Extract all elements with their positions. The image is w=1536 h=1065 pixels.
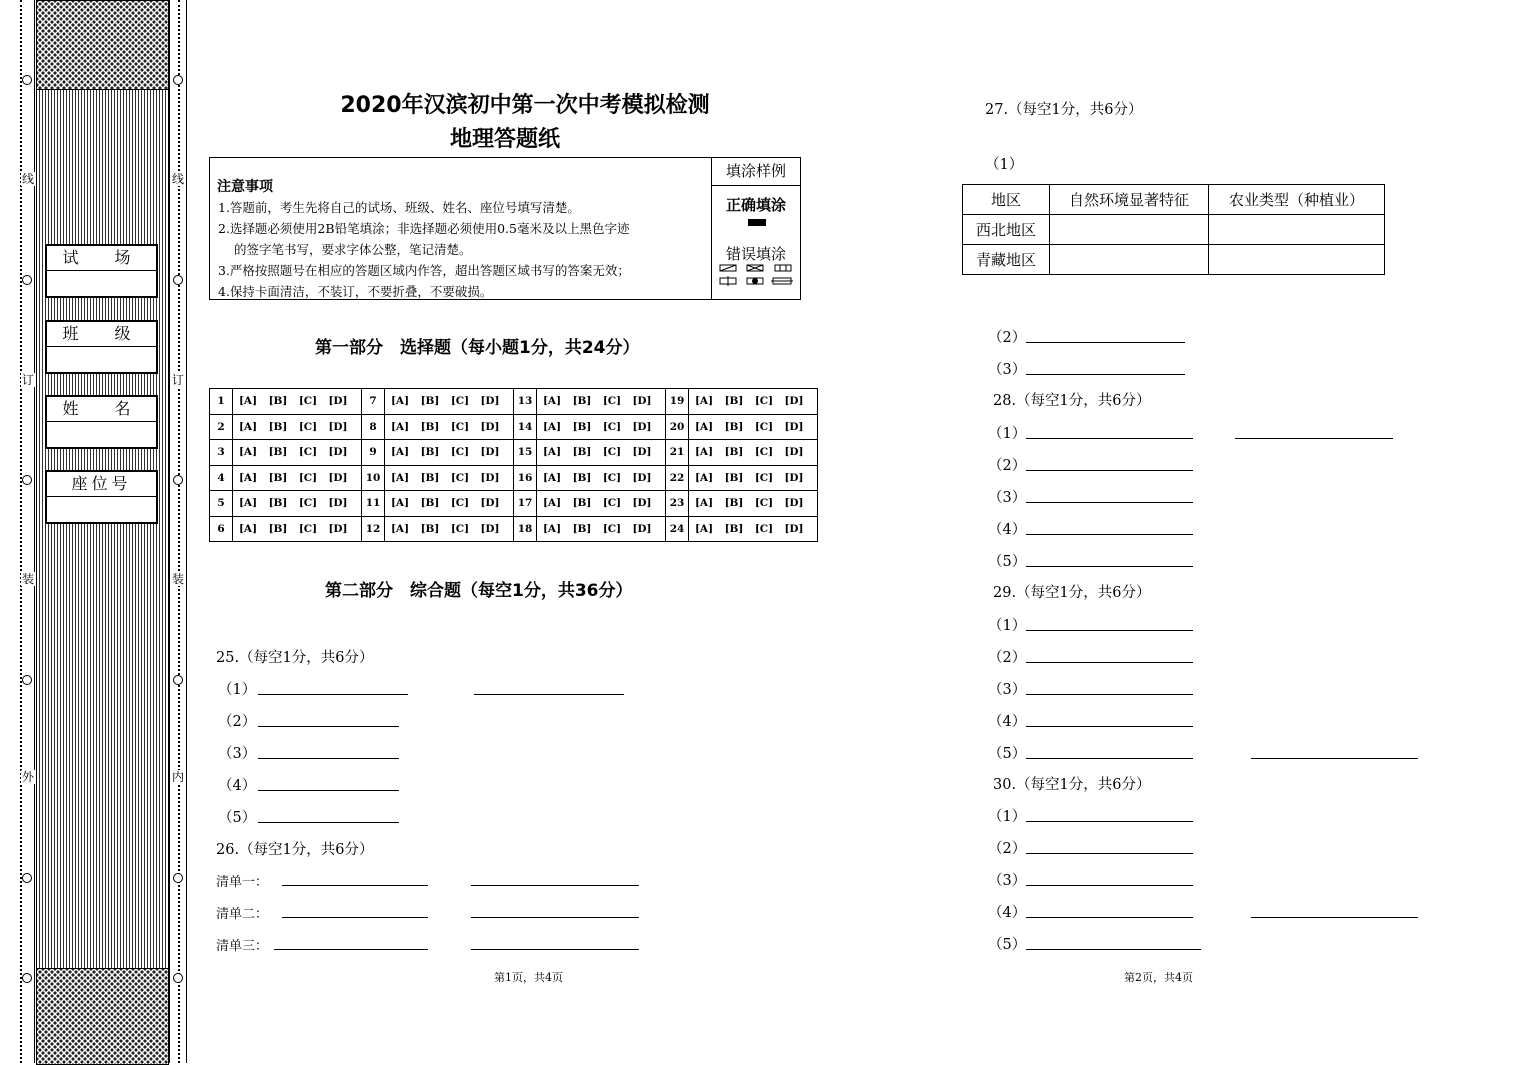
instructions-heading: 注意事项 bbox=[217, 179, 273, 195]
answer-blank[interactable] bbox=[1026, 758, 1193, 759]
choice-bubble[interactable]: [B] bbox=[268, 395, 288, 408]
choice-options bbox=[689, 440, 818, 466]
choice-options bbox=[385, 414, 514, 440]
choice-bubble[interactable]: [C] bbox=[298, 446, 318, 459]
choice-bubble[interactable]: [B] bbox=[420, 446, 440, 459]
choice-options bbox=[689, 465, 818, 491]
binding-hole bbox=[22, 75, 32, 85]
choice-bubble[interactable]: [D] bbox=[632, 497, 652, 510]
choice-bubble[interactable]: [A] bbox=[542, 420, 562, 433]
answer-blank[interactable] bbox=[471, 885, 639, 886]
field-label: 座位号 bbox=[47, 472, 156, 497]
question-number: 16 bbox=[514, 465, 537, 491]
choice-bubble[interactable]: [D] bbox=[784, 497, 804, 510]
binding-hole bbox=[173, 973, 183, 983]
table-row-label: 西北地区 bbox=[963, 215, 1050, 245]
fill-sample-title: 填涂样例 bbox=[712, 158, 800, 186]
question-number: 24 bbox=[666, 516, 689, 542]
question-number: 12 bbox=[362, 516, 385, 542]
choice-options bbox=[233, 491, 362, 517]
choice-bubble[interactable]: [B] bbox=[724, 471, 744, 484]
choice-bubble[interactable]: [D] bbox=[328, 446, 348, 459]
question-number: 9 bbox=[362, 440, 385, 466]
choice-bubble[interactable]: [B] bbox=[724, 395, 744, 408]
choice-bubble[interactable]: [B] bbox=[420, 497, 440, 510]
strip-border bbox=[169, 0, 170, 1063]
table-answer-cell[interactable] bbox=[1209, 215, 1385, 245]
table-header: 自然环境显著特征 bbox=[1050, 185, 1209, 215]
table-header: 农业类型（种植业） bbox=[1209, 185, 1385, 215]
choice-bubble[interactable]: [C] bbox=[450, 471, 470, 484]
choice-bubble[interactable]: [D] bbox=[632, 395, 652, 408]
outer-dotted-line bbox=[20, 0, 22, 1063]
answer-blank[interactable] bbox=[1026, 502, 1193, 503]
question-sub: （2） bbox=[988, 330, 1027, 346]
question-number: 5 bbox=[210, 491, 233, 517]
choice-bubble[interactable]: [D] bbox=[328, 395, 348, 408]
page-footer: 第2页，共4页 bbox=[1124, 971, 1193, 984]
question-sub: （5） bbox=[988, 746, 1027, 762]
answer-blank[interactable] bbox=[1026, 694, 1193, 695]
choice-bubble[interactable]: [C] bbox=[602, 471, 622, 484]
question-sub: （1） bbox=[218, 682, 257, 698]
choice-bubble[interactable]: [D] bbox=[480, 420, 500, 433]
choice-row bbox=[210, 414, 818, 440]
choice-bubble[interactable]: [B] bbox=[724, 446, 744, 459]
answer-blank[interactable] bbox=[258, 822, 399, 823]
answer-blank[interactable] bbox=[1251, 758, 1418, 759]
answer-blank[interactable] bbox=[1026, 630, 1193, 631]
question-sub: （3） bbox=[988, 873, 1027, 889]
answer-blank[interactable] bbox=[1026, 438, 1193, 439]
choice-bubble[interactable]: [C] bbox=[754, 522, 774, 535]
instruction-item: 4.保持卡面清洁，不装订，不要折叠，不要破损。 bbox=[218, 284, 493, 299]
question-number: 6 bbox=[210, 516, 233, 542]
answer-blank[interactable] bbox=[258, 790, 399, 791]
answer-blank[interactable] bbox=[1026, 374, 1185, 375]
choice-bubble[interactable]: [B] bbox=[724, 522, 744, 535]
choice-bubble[interactable]: [C] bbox=[602, 522, 622, 535]
binding-hole bbox=[173, 475, 183, 485]
choice-bubble[interactable]: [A] bbox=[238, 497, 258, 510]
choice-options bbox=[537, 465, 666, 491]
question-number: 19 bbox=[666, 389, 689, 415]
choice-row bbox=[210, 491, 818, 517]
answer-blank[interactable] bbox=[282, 917, 428, 918]
choice-bubble[interactable]: [C] bbox=[754, 471, 774, 484]
answer-blank[interactable] bbox=[1026, 917, 1193, 918]
choice-options bbox=[385, 440, 514, 466]
class-field[interactable] bbox=[45, 320, 158, 374]
choice-bubble[interactable]: [D] bbox=[784, 471, 804, 484]
binding-hole bbox=[22, 475, 32, 485]
answer-blank[interactable] bbox=[471, 949, 639, 950]
choice-bubble[interactable]: [B] bbox=[268, 497, 288, 510]
choice-bubble[interactable]: [C] bbox=[298, 497, 318, 510]
choice-bubble[interactable]: [D] bbox=[632, 446, 652, 459]
table-answer-cell[interactable] bbox=[1209, 245, 1385, 275]
question-title: 25.（每空1分，共6分） bbox=[216, 650, 374, 666]
question-title: 29.（每空1分，共6分） bbox=[993, 585, 1151, 601]
choice-bubble[interactable]: [C] bbox=[450, 497, 470, 510]
choice-options bbox=[537, 414, 666, 440]
part1-title: 第一部分 选择题（每小题1分，共24分） bbox=[315, 338, 640, 358]
question-number: 2 bbox=[210, 414, 233, 440]
exam-room-field[interactable] bbox=[45, 244, 158, 298]
choice-bubble[interactable]: [A] bbox=[390, 522, 410, 535]
table-answer-cell[interactable] bbox=[1050, 215, 1209, 245]
choice-bubble[interactable]: [C] bbox=[754, 446, 774, 459]
choice-options bbox=[233, 414, 362, 440]
choice-bubble[interactable]: [B] bbox=[724, 420, 744, 433]
choice-bubble[interactable]: [D] bbox=[784, 446, 804, 459]
choice-bubble[interactable]: [A] bbox=[390, 497, 410, 510]
question-sub: （1） bbox=[988, 809, 1027, 825]
binding-label: 线 bbox=[21, 172, 34, 186]
question-number: 14 bbox=[514, 414, 537, 440]
choice-bubble[interactable]: [B] bbox=[572, 471, 592, 484]
choice-bubble[interactable]: [D] bbox=[480, 522, 500, 535]
choice-bubble[interactable]: [A] bbox=[238, 395, 258, 408]
choice-bubble[interactable]: [D] bbox=[328, 497, 348, 510]
answer-blank[interactable] bbox=[1026, 342, 1185, 343]
choice-bubble[interactable]: [D] bbox=[632, 471, 652, 484]
choice-bubble[interactable]: [C] bbox=[298, 471, 318, 484]
choice-bubble[interactable]: [A] bbox=[542, 522, 562, 535]
wrong-fill-marks bbox=[718, 263, 796, 287]
choice-bubble[interactable]: [C] bbox=[602, 420, 622, 433]
checker-pattern-bottom bbox=[36, 968, 169, 1065]
binding-label: 外 bbox=[21, 770, 34, 784]
field-label: 班 级 bbox=[47, 322, 156, 347]
binding-hole bbox=[173, 275, 183, 285]
field-label: 姓 名 bbox=[47, 397, 156, 422]
binding-hole bbox=[173, 873, 183, 883]
choice-row bbox=[210, 465, 818, 491]
choice-bubble[interactable]: [B] bbox=[420, 395, 440, 408]
choice-bubble[interactable]: [A] bbox=[390, 446, 410, 459]
question-title: 28.（每空1分，共6分） bbox=[993, 393, 1151, 409]
choice-bubble[interactable]: [B] bbox=[268, 522, 288, 535]
name-field[interactable] bbox=[45, 395, 158, 449]
choice-bubble[interactable]: [C] bbox=[450, 420, 470, 433]
choice-bubble[interactable]: [D] bbox=[480, 497, 500, 510]
instruction-item: 3.严格按照题号在相应的答题区域内作答，超出答题区域书写的答案无效； bbox=[218, 263, 630, 278]
question-sub: （5） bbox=[988, 554, 1027, 570]
question-sub: （4） bbox=[218, 778, 257, 794]
choice-row bbox=[210, 516, 818, 542]
stripe-pattern bbox=[36, 90, 169, 968]
instructions bbox=[210, 158, 712, 299]
choice-bubble[interactable]: [D] bbox=[784, 395, 804, 408]
question-number: 22 bbox=[666, 465, 689, 491]
binding-hole bbox=[173, 75, 183, 85]
question-sub: （4） bbox=[988, 714, 1027, 730]
answer-blank[interactable] bbox=[258, 694, 408, 695]
choice-bubble[interactable]: [A] bbox=[238, 522, 258, 535]
choice-bubble[interactable]: [B] bbox=[268, 446, 288, 459]
choice-bubble[interactable]: [C] bbox=[298, 522, 318, 535]
binding-label: 订 bbox=[21, 373, 34, 387]
choice-bubble[interactable]: [A] bbox=[542, 446, 562, 459]
answer-blank[interactable] bbox=[274, 949, 428, 950]
strip-border bbox=[34, 0, 35, 1063]
question-sub: （3） bbox=[988, 362, 1027, 378]
question-title: 26.（每空1分，共6分） bbox=[216, 842, 374, 858]
choice-bubble[interactable]: [B] bbox=[572, 522, 592, 535]
choice-bubble[interactable]: [D] bbox=[328, 420, 348, 433]
question-sub: 清单三： bbox=[216, 939, 269, 954]
binding-hole bbox=[22, 873, 32, 883]
choice-bubble[interactable]: [B] bbox=[572, 395, 592, 408]
question-number: 17 bbox=[514, 491, 537, 517]
choice-bubble[interactable]: [C] bbox=[602, 395, 622, 408]
question-sub: 清单一： bbox=[216, 875, 269, 890]
instruction-item: 2.选择题必须使用2B铅笔填涂；非选择题必须使用0.5毫米及以上黑色字迹 bbox=[218, 221, 630, 236]
choice-bubble[interactable]: [A] bbox=[390, 420, 410, 433]
choice-bubble[interactable]: [B] bbox=[724, 497, 744, 510]
instruction-item: 的签字笔书写，要求字体公整，笔记清楚。 bbox=[234, 242, 472, 257]
choice-grid bbox=[209, 388, 818, 542]
binding-label: 订 bbox=[171, 373, 184, 387]
choice-options bbox=[537, 491, 666, 517]
question-number: 10 bbox=[362, 465, 385, 491]
answer-blank[interactable] bbox=[1251, 917, 1418, 918]
choice-bubble[interactable]: [A] bbox=[694, 497, 714, 510]
choice-bubble[interactable]: [C] bbox=[450, 522, 470, 535]
choice-bubble[interactable]: [C] bbox=[450, 446, 470, 459]
question-number: 8 bbox=[362, 414, 385, 440]
question-sub: 清单二： bbox=[216, 907, 269, 922]
table-answer-cell[interactable] bbox=[1050, 245, 1209, 275]
question-sub: （4） bbox=[988, 905, 1027, 921]
choice-bubble[interactable]: [A] bbox=[694, 420, 714, 433]
choice-bubble[interactable]: [C] bbox=[754, 395, 774, 408]
choice-bubble[interactable]: [B] bbox=[268, 420, 288, 433]
choice-options bbox=[233, 440, 362, 466]
choice-bubble[interactable]: [A] bbox=[694, 522, 714, 535]
table-header: 地区 bbox=[963, 185, 1050, 215]
question-sub: （2） bbox=[988, 458, 1027, 474]
exam-title: 2020年汉滨初中第一次中考模拟检测 bbox=[340, 93, 710, 118]
choice-bubble[interactable]: [D] bbox=[480, 471, 500, 484]
choice-bubble[interactable]: [C] bbox=[298, 420, 318, 433]
choice-bubble[interactable]: [B] bbox=[420, 471, 440, 484]
choice-options bbox=[689, 414, 818, 440]
choice-bubble[interactable]: [A] bbox=[694, 395, 714, 408]
question-number: 21 bbox=[666, 440, 689, 466]
choice-options bbox=[385, 389, 514, 415]
instruction-item: 1.答题前，考生先将自己的试场、班级、姓名、座位号填写清楚。 bbox=[218, 200, 580, 215]
question-sub: （1） bbox=[988, 618, 1027, 634]
answer-blank[interactable] bbox=[1026, 662, 1193, 663]
choice-bubble[interactable]: [C] bbox=[602, 446, 622, 459]
choice-bubble[interactable]: [A] bbox=[542, 471, 562, 484]
binding-hole bbox=[22, 675, 32, 685]
choice-bubble[interactable]: [D] bbox=[328, 471, 348, 484]
choice-bubble[interactable]: [A] bbox=[238, 446, 258, 459]
question-sub: （1） bbox=[988, 426, 1027, 442]
answer-blank[interactable] bbox=[1026, 470, 1193, 471]
choice-bubble[interactable]: [C] bbox=[754, 420, 774, 433]
choice-bubble[interactable]: [D] bbox=[328, 522, 348, 535]
choice-bubble[interactable]: [D] bbox=[632, 522, 652, 535]
choice-options bbox=[233, 465, 362, 491]
part2-title: 第二部分 综合题（每空1分，共36分） bbox=[325, 581, 633, 601]
binding-hole bbox=[173, 675, 183, 685]
table-row-label: 青藏地区 bbox=[963, 245, 1050, 275]
question-sub: （2） bbox=[218, 714, 257, 730]
choice-options bbox=[385, 491, 514, 517]
question-title: 30.（每空1分，共6分） bbox=[993, 777, 1151, 793]
choice-bubble[interactable]: [B] bbox=[420, 420, 440, 433]
choice-bubble[interactable]: [D] bbox=[784, 522, 804, 535]
choice-bubble[interactable]: [A] bbox=[694, 471, 714, 484]
choice-bubble[interactable]: [D] bbox=[480, 395, 500, 408]
question-sub: （4） bbox=[988, 522, 1027, 538]
question-number: 18 bbox=[514, 516, 537, 542]
choice-row bbox=[210, 389, 818, 415]
choice-options bbox=[689, 491, 818, 517]
correct-fill-label: 正确填涂 bbox=[725, 196, 786, 214]
binding-label: 装 bbox=[171, 572, 184, 586]
binding-label: 装 bbox=[21, 572, 34, 586]
choice-options bbox=[537, 389, 666, 415]
answer-blank[interactable] bbox=[258, 758, 399, 759]
question-number: 15 bbox=[514, 440, 537, 466]
binding-label: 线 bbox=[171, 172, 184, 186]
answer-blank[interactable] bbox=[258, 726, 399, 727]
answer-blank[interactable] bbox=[1026, 534, 1193, 535]
choice-row bbox=[210, 440, 818, 466]
question-sub: （5） bbox=[218, 810, 257, 826]
choice-bubble[interactable]: [C] bbox=[298, 395, 318, 408]
seat-number-field[interactable] bbox=[45, 470, 158, 524]
question-number: 13 bbox=[514, 389, 537, 415]
choice-bubble[interactable]: [C] bbox=[754, 497, 774, 510]
question-number: 4 bbox=[210, 465, 233, 491]
choice-bubble[interactable]: [B] bbox=[572, 446, 592, 459]
q27-table bbox=[962, 184, 1385, 275]
binding-hole bbox=[22, 275, 32, 285]
choice-bubble[interactable]: [A] bbox=[390, 471, 410, 484]
fill-sample bbox=[712, 158, 800, 299]
answer-blank[interactable] bbox=[471, 917, 639, 918]
binding-label: 内 bbox=[171, 770, 184, 784]
wrong-fill-label: 错误填涂 bbox=[725, 245, 786, 263]
choice-bubble[interactable]: [D] bbox=[480, 446, 500, 459]
question-sub: （2） bbox=[988, 650, 1027, 666]
question-number: 1 bbox=[210, 389, 233, 415]
binding-hole bbox=[22, 973, 32, 983]
choice-bubble[interactable]: [B] bbox=[420, 522, 440, 535]
answer-blank[interactable] bbox=[1026, 885, 1193, 886]
choice-options bbox=[689, 389, 818, 415]
answer-blank[interactable] bbox=[1026, 853, 1193, 854]
checker-pattern-top bbox=[36, 0, 169, 90]
strip-border bbox=[186, 0, 187, 1063]
choice-bubble[interactable]: [D] bbox=[784, 420, 804, 433]
choice-options bbox=[233, 389, 362, 415]
choice-bubble[interactable]: [A] bbox=[542, 497, 562, 510]
choice-bubble[interactable]: [B] bbox=[572, 497, 592, 510]
choice-bubble[interactable]: [B] bbox=[572, 420, 592, 433]
instructions-box bbox=[209, 157, 801, 300]
question-title: 27.（每空1分，共6分） bbox=[985, 102, 1143, 118]
choice-options bbox=[385, 465, 514, 491]
question-number: 11 bbox=[362, 491, 385, 517]
choice-bubble[interactable]: [A] bbox=[390, 395, 410, 408]
question-number: 23 bbox=[666, 491, 689, 517]
question-sub: （3） bbox=[988, 682, 1027, 698]
choice-bubble[interactable]: [B] bbox=[268, 471, 288, 484]
choice-bubble[interactable]: [C] bbox=[450, 395, 470, 408]
answer-blank[interactable] bbox=[1235, 438, 1393, 439]
field-label: 试 场 bbox=[47, 246, 156, 271]
question-sub: （2） bbox=[988, 841, 1027, 857]
question-sub: （3） bbox=[988, 490, 1027, 506]
answer-blank[interactable] bbox=[474, 694, 624, 695]
inner-dotted-line bbox=[178, 0, 180, 1063]
choice-bubble[interactable]: [A] bbox=[238, 420, 258, 433]
question-sub: （1） bbox=[985, 157, 1024, 173]
choice-bubble[interactable]: [A] bbox=[238, 471, 258, 484]
choice-options bbox=[233, 516, 362, 542]
page-footer: 第1页，共4页 bbox=[494, 971, 563, 984]
exam-subtitle: 地理答题纸 bbox=[449, 127, 560, 152]
choice-options bbox=[689, 516, 818, 542]
answer-blank[interactable] bbox=[1026, 566, 1193, 567]
answer-blank[interactable] bbox=[282, 885, 428, 886]
choice-bubble[interactable]: [C] bbox=[602, 497, 622, 510]
question-sub: （3） bbox=[218, 746, 257, 762]
answer-blank[interactable] bbox=[1026, 821, 1193, 822]
question-number: 3 bbox=[210, 440, 233, 466]
choice-options bbox=[385, 516, 514, 542]
answer-blank[interactable] bbox=[1026, 949, 1201, 950]
choice-bubble[interactable]: [D] bbox=[632, 420, 652, 433]
question-number: 20 bbox=[666, 414, 689, 440]
correct-fill-mark bbox=[748, 219, 766, 226]
choice-options bbox=[537, 440, 666, 466]
answer-blank[interactable] bbox=[1026, 726, 1193, 727]
choice-bubble[interactable]: [A] bbox=[542, 395, 562, 408]
question-number: 7 bbox=[362, 389, 385, 415]
choice-options bbox=[537, 516, 666, 542]
question-sub: （5） bbox=[988, 937, 1027, 953]
choice-bubble[interactable]: [A] bbox=[694, 446, 714, 459]
